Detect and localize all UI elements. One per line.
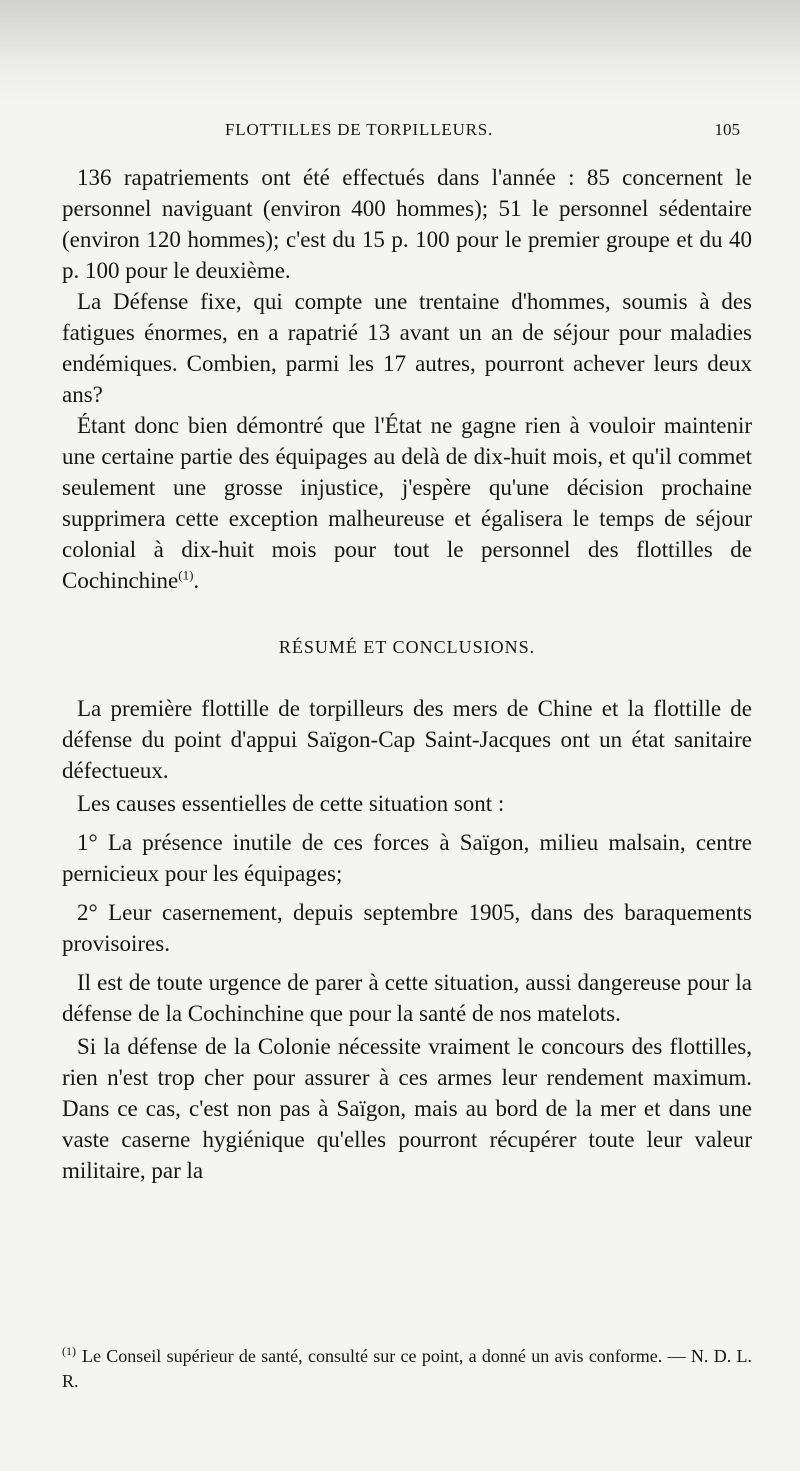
section-title: RÉSUMÉ ET CONCLUSIONS. [278,637,536,657]
page-number: 105 [714,120,740,139]
footnote [62,1344,752,1394]
paragraph-conclusion-sejour [62,410,752,596]
paragraph-defense-fixe: La Défense fixe, qui compte une trentaine d'hommes, soumis à des fatigues énormes, en a rapatrié 13 avant un an de séjour pour maladies endémiques. Combien, parmi les 17 autres, pourront achever leurs deux ans? [62,289,752,407]
running-head: FLOTTILLES DE TORPILLEURS. [225,120,494,139]
footnote-number: (1) [62,1344,76,1358]
paragraph-urgence: Il est de toute urgence de parer à cette situation, aussi dangereuse pour la défense de la Cochinchine que pour la santé de nos matelots. [62,970,752,1026]
paragraph-repatriations: 136 rapatriements ont été effectués dans l'année : 85 concernent le personnel naviguant (environ 400 hommes); 51 le personnel sédentaire (environ 120 hommes); c'est du 15 p. 100 pour le premier groupe et du 40 p. 100 pour le deuxième. [62,165,752,283]
page-header [225,120,740,142]
paragraph-cause-one: 1° La présence inutile de ces forces à Saïgon, milieu malsain, centre pernicieux pour les équipages; [62,830,752,886]
paragraph-end-punct: . [193,568,200,593]
paragraph-causes: Les causes essentielles de cette situation sont : [77,791,505,816]
paragraph-defense-colonie: Si la défense de la Colonie nécessite vraiment le concours des flottilles, rien n'est trop cher pour assurer à ces armes leur rendement maximum. Dans ce cas, c'est non pas à Saïgon, mais au bord de la mer et dans une vaste caserne hygiénique qu'elles pourront récupérer toute leur valeur militaire, par la [62,1034,752,1183]
paragraph-etat-sanitaire: La première flottille de torpilleurs des mers de Chine et la flottille de défense du point d'appui Saïgon-Cap Saint-Jacques ont un état sanitaire défectueux. [62,696,752,783]
paragraph-cause-two: 2° Leur casernement, depuis septembre 1905, dans des baraquements provisoires. [62,900,752,956]
footnote-text: Le Conseil supérieur de santé, consulté sur ce point, a donné un avis conforme. — N. D. L. R. [62,1346,752,1391]
footnote-reference: (1) [178,567,194,583]
paragraph-conclusion-sejour-text: Étant donc bien démontré que l'État ne gagne rien à vouloir maintenir une certaine partie des équipages au delà de dix-huit mois, et qu'il commet seulement une grosse injustice, j'espère qu'une décision prochaine supprimera cette exception malheureuse et égalisera le temps de séjour colonial à dix-huit mois pour tout le personnel des flottilles de Cochinchine [62,413,752,593]
main-text [62,162,752,1186]
